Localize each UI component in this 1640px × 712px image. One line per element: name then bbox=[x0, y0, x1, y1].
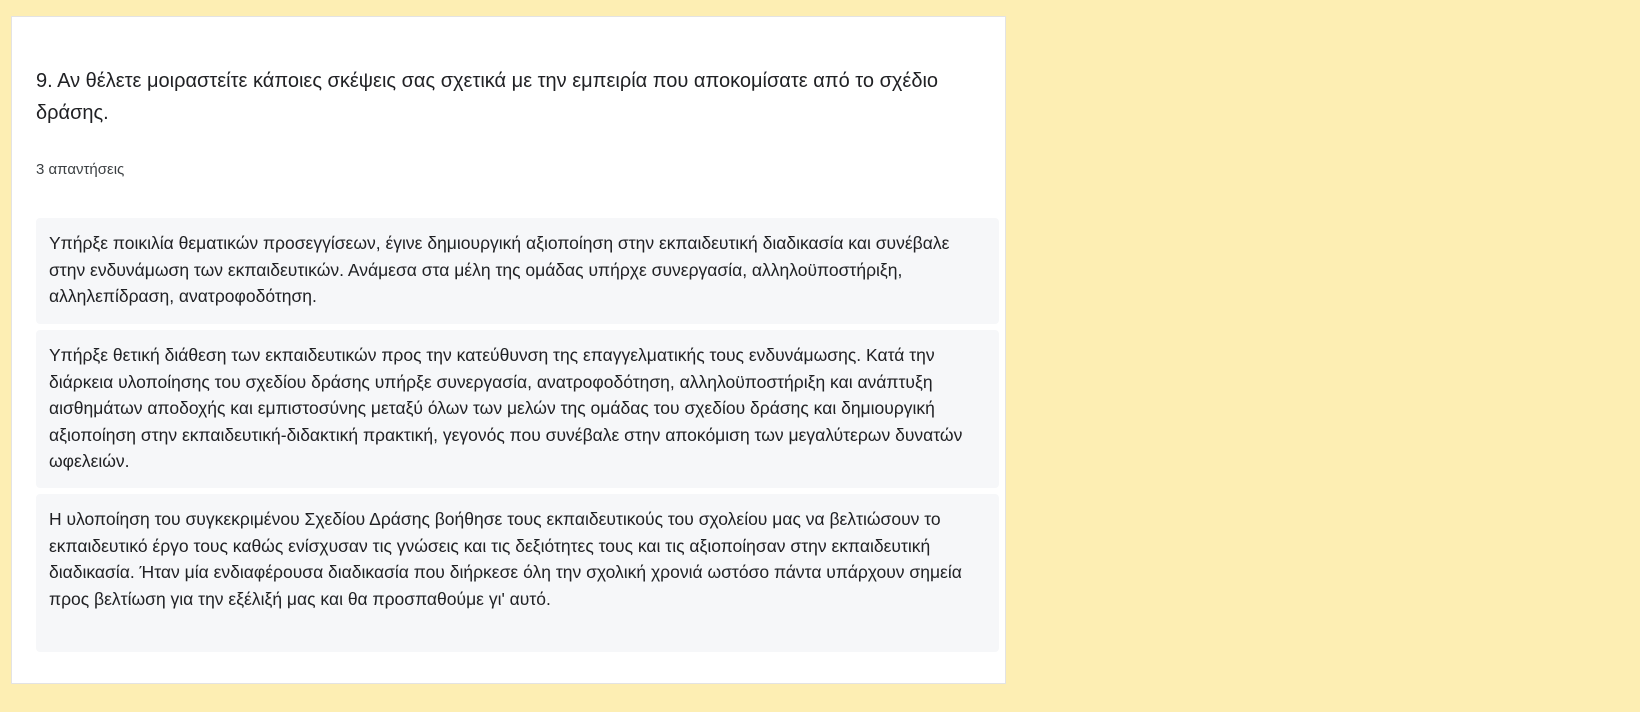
response-item: Υπήρξε θετική διάθεση των εκπαιδευτικών προς την κατεύθυνση της επαγγελματικής τους ενδυνάμωσης. Κατά την διάρκεια υλοποίησης του σχεδίου δράσης υπήρξε συνεργασία, ανατροφοδότηση, αλληλοϋποστήριξη και ανάπτυξη αισθημάτων αποδοχής και εμπιστοσύνης μεταξύ όλων των μελών της ομάδας του σχεδίου δράσης και δημιουργική αξιοποίηση στην εκπαιδευτική-διδακτική πρακτική, γεγονός που συνέβαλε στην αποκόμιση των μεγαλύτερων δυνατών ωφελειών. bbox=[36, 330, 999, 488]
response-list bbox=[36, 218, 999, 652]
question-title: 9. Αν θέλετε μοιραστείτε κάποιες σκέψεις σας σχετικά με την εμπειρία που αποκομίσατε από το σχέδιο δράσης. bbox=[36, 70, 939, 124]
response-item: Υπήρξε ποικιλία θεματικών προσεγγίσεων, έγινε δημιουργική αξιοποίηση στην εκπαιδευτική διαδικασία και συνέβαλε στην ενδυνάμωση των εκπαιδευτικών. Ανάμεσα στα μέλη της ομάδας υπήρχε συνεργασία, αλληλοϋποστήριξη, αλληλεπίδραση, ανατροφοδότηση. bbox=[36, 218, 999, 324]
response-item: Η υλοποίηση του συγκεκριμένου Σχεδίου Δράσης βοήθησε τους εκπαιδευτικούς του σχολείου μας να βελτιώσουν το εκπαιδευτικό έργο τους καθώς ενίσχυσαν τις γνώσεις και τις δεξιότητες τους και τις αξιοποίησαν στην εκπαιδευτική διαδικασία. Ήταν μία ενδιαφέρουσα διαδικασία που διήρκεσε όλη την σχολική χρονιά ωστόσο πάντα υπάρχουν σημεία προς βελτίωση για την εξέλιξή μας και θα προσπαθούμε γι' αυτό. bbox=[36, 494, 999, 652]
response-count: 3 απαντήσεις bbox=[36, 161, 125, 178]
question-card bbox=[11, 16, 1006, 684]
